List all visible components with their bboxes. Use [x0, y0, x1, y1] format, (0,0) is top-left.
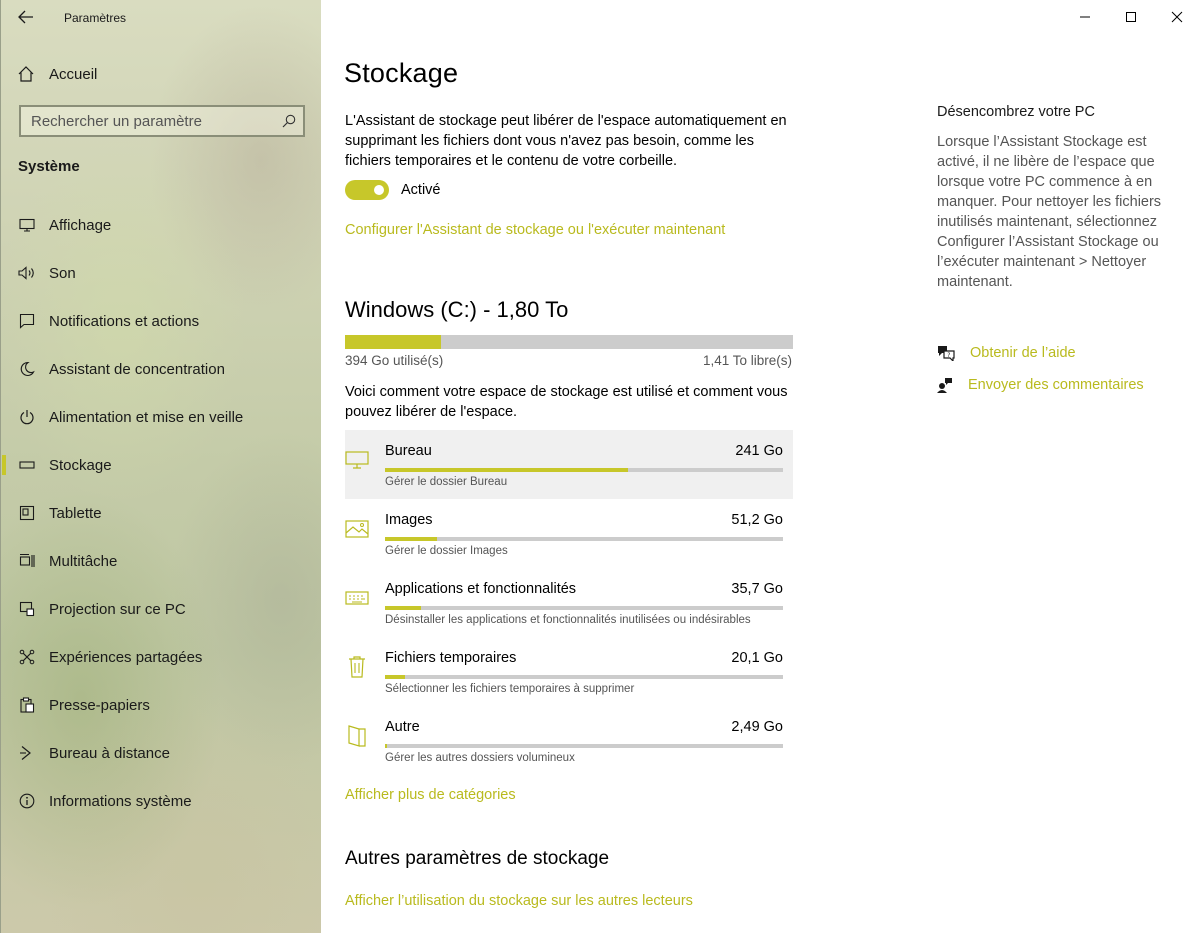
- clipboard-icon: [18, 696, 36, 714]
- projection-icon: [18, 600, 36, 618]
- category-bar: [385, 675, 783, 679]
- more-categories-link[interactable]: Afficher plus de catégories: [345, 787, 516, 803]
- category-list: [345, 430, 793, 775]
- moon-icon: [18, 360, 36, 378]
- multitask-icon: [18, 552, 36, 570]
- minimize-icon: [1079, 11, 1091, 23]
- maximize-icon: [1125, 11, 1137, 23]
- used-space-label: 394 Go utilisé(s): [345, 353, 444, 368]
- sidebar-item-affichage[interactable]: [1, 201, 322, 249]
- other-drives-link[interactable]: Afficher l’utilisation du stockage sur les autres lecteurs: [345, 893, 693, 909]
- sidebar-item-label: Expériences partagées: [49, 648, 203, 666]
- sidebar-item-informations[interactable]: [1, 777, 322, 825]
- help-link-label: Obtenir de l’aide: [970, 345, 1076, 361]
- sidebar-item-label: Notifications et actions: [49, 312, 200, 330]
- category-size: 51,2 Go: [731, 512, 783, 528]
- sidebar-item-projection[interactable]: [1, 585, 322, 633]
- speaker-icon: [18, 264, 36, 282]
- free-space-label: 1,41 To libre(s): [702, 353, 792, 368]
- main-content: [321, 0, 921, 933]
- sidebar-item-stockage[interactable]: [1, 441, 322, 489]
- category-temp-files[interactable]: [345, 637, 793, 706]
- info-icon: [18, 792, 36, 810]
- category-name: Applications et fonctionnalités: [385, 581, 577, 597]
- page-title: Stockage: [344, 58, 459, 88]
- svg-text:?: ?: [947, 352, 951, 359]
- toggle-label: Activé: [401, 182, 441, 198]
- trash-icon: [345, 655, 369, 679]
- sidebar-item-label: Assistant de concentration: [49, 360, 225, 378]
- sidebar-item-tablette[interactable]: [1, 489, 322, 537]
- category-bar-fill: [385, 468, 628, 472]
- sidebar-item-label: Affichage: [49, 216, 112, 234]
- category-description: Gérer le dossier Bureau: [385, 476, 508, 488]
- category-bar-fill: [385, 537, 437, 541]
- sidebar-item-experiences[interactable]: [1, 633, 322, 681]
- category-size: 241 Go: [735, 443, 783, 459]
- back-button[interactable]: [15, 6, 37, 28]
- notification-icon: [18, 312, 36, 330]
- help-chat-icon: [937, 345, 955, 361]
- sidebar: [0, 0, 321, 933]
- home-label: Accueil: [49, 65, 98, 83]
- other-settings-title: Autres paramètres de stockage: [345, 848, 610, 869]
- sidebar-item-presse-papiers[interactable]: [1, 681, 322, 729]
- minimize-button[interactable]: [1062, 0, 1108, 34]
- category-description: Sélectionner les fichiers temporaires à supprimer: [385, 683, 635, 695]
- image-icon: [345, 517, 369, 541]
- sidebar-item-son[interactable]: [1, 249, 322, 297]
- sidebar-item-label: Tablette: [49, 504, 102, 522]
- feedback-link-label: Envoyer des commentaires: [968, 377, 1144, 393]
- sidebar-item-notifications[interactable]: [1, 297, 322, 345]
- category-autre[interactable]: [345, 706, 793, 775]
- category-name: Images: [385, 512, 433, 528]
- declutter-text: Lorsque l’Assistant Stockage est activé, il ne libère de l’espace que lorsque votre PC commence à en manquer. Pour nettoyer les fichiers inutilisés maintenant, sélectionnez Configurer l’Assistant Stockage ou l’exécuter maintenant > Nettoyer maintenant.: [937, 134, 1162, 290]
- category-bureau[interactable]: [345, 430, 793, 499]
- sidebar-nav: [1, 201, 322, 825]
- category-bar: [385, 468, 783, 472]
- sidebar-item-label: Presse-papiers: [49, 696, 150, 714]
- usage-intro: Voici comment votre espace de stockage est utilisé et comment vous pouvez libérer de l'espace.: [345, 384, 788, 420]
- category-bar: [385, 744, 783, 748]
- remote-icon: [18, 744, 36, 762]
- search-icon[interactable]: [281, 113, 297, 134]
- section-title: Système: [18, 158, 80, 175]
- sidebar-item-concentration[interactable]: [1, 345, 322, 393]
- category-size: 35,7 Go: [731, 581, 783, 597]
- home-icon: [17, 65, 35, 83]
- sidebar-item-alimentation[interactable]: [1, 393, 322, 441]
- feedback-icon: [937, 377, 953, 393]
- category-applications[interactable]: [345, 568, 793, 637]
- category-bar: [385, 537, 783, 541]
- storage-sense-description: L'Assistant de stockage peut libérer de l'espace automatiquement en supprimant les fichiers dont vous n'avez pas besoin, comme les fichiers temporaires et le contenu de votre corbeille.: [345, 113, 787, 169]
- category-description: Gérer les autres dossiers volumineux: [385, 752, 575, 764]
- toggle-knob: [374, 185, 384, 195]
- category-bar-fill: [385, 744, 387, 748]
- category-description: Gérer le dossier Images: [385, 545, 508, 557]
- storage-sense-toggle[interactable]: [345, 180, 389, 200]
- folder-icon: [345, 724, 369, 748]
- declutter-title: Désencombrez votre PC: [937, 104, 1095, 120]
- close-button[interactable]: [1154, 0, 1200, 34]
- category-bar-fill: [385, 606, 421, 610]
- category-size: 20,1 Go: [731, 650, 783, 666]
- category-bar: [385, 606, 783, 610]
- search-input[interactable]: [31, 113, 271, 130]
- power-icon: [18, 408, 36, 426]
- keyboard-icon: [345, 586, 369, 610]
- category-name: Fichiers temporaires: [385, 650, 517, 666]
- close-icon: [1171, 11, 1183, 23]
- drive-title: Windows (C:) - 1,80 To: [345, 297, 569, 322]
- search-box[interactable]: [19, 105, 305, 137]
- category-size: 2,49 Go: [731, 719, 783, 735]
- drive-usage-bar: [345, 335, 793, 349]
- back-arrow-icon: [18, 10, 34, 24]
- window-title: Paramètres: [64, 11, 127, 25]
- sidebar-item-label: Stockage: [49, 456, 112, 474]
- desktop-icon: [345, 448, 369, 472]
- tablet-icon: [18, 504, 36, 522]
- sidebar-item-multitache[interactable]: [1, 537, 322, 585]
- sidebar-item-label: Multitâche: [49, 552, 118, 570]
- help-link[interactable]: [937, 345, 1076, 361]
- home-link[interactable]: [17, 60, 97, 88]
- category-bar-fill: [385, 675, 405, 679]
- storage-icon: [18, 456, 36, 474]
- configure-storage-sense-link[interactable]: Configurer l'Assistant de stockage ou l'exécuter maintenant: [345, 222, 726, 238]
- sidebar-item-label: Alimentation et mise en veille: [49, 408, 244, 426]
- sidebar-item-label: Informations système: [49, 792, 192, 810]
- sidebar-item-label: Bureau à distance: [49, 744, 170, 762]
- share-icon: [18, 648, 36, 666]
- sidebar-item-label: Son: [49, 264, 76, 282]
- category-name: Autre: [385, 719, 420, 735]
- sidebar-item-label: Projection sur ce PC: [49, 600, 186, 618]
- category-name: Bureau: [385, 443, 432, 459]
- sidebar-item-bureau-distance[interactable]: [1, 729, 322, 777]
- maximize-button[interactable]: [1108, 0, 1154, 34]
- feedback-link[interactable]: [937, 377, 1144, 393]
- monitor-icon: [18, 216, 36, 234]
- category-images[interactable]: [345, 499, 793, 568]
- category-description: Désinstaller les applications et fonctionnalités inutilisées ou indésirables: [385, 614, 751, 626]
- drive-usage-fill: [345, 335, 441, 349]
